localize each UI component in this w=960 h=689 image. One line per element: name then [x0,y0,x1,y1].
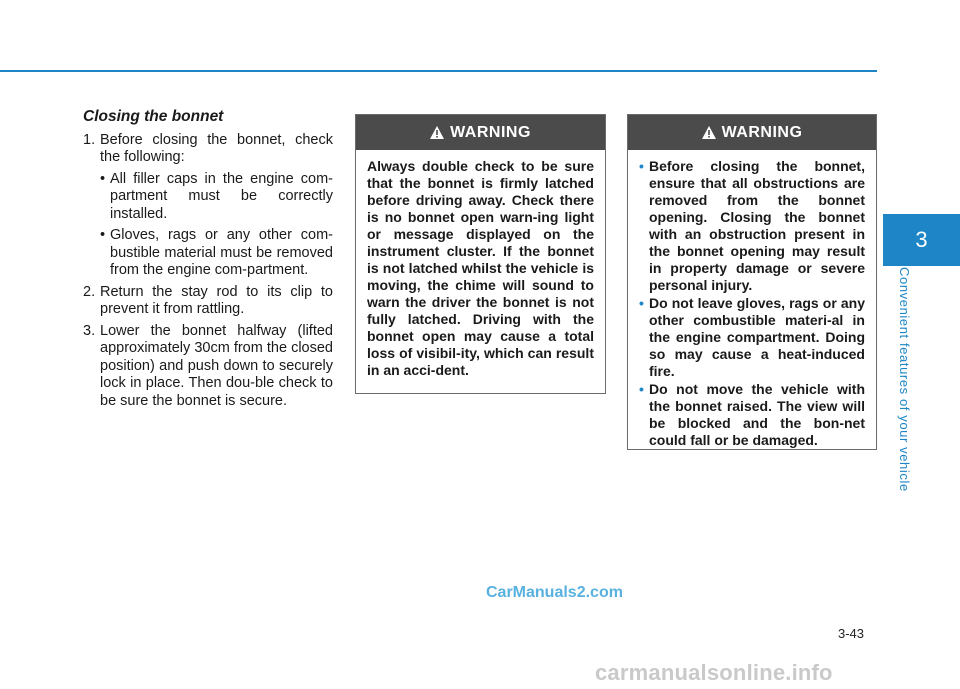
warning-header [628,115,876,150]
warning-label: WARNING [450,123,531,141]
section-heading: Closing the bonnet [83,108,224,125]
section-title: Convenient features of your vehicle [897,267,912,492]
check-text: All filler caps in the engine com-partment must be correctly installed. [110,170,333,222]
warning-list-item [639,381,865,449]
section-side-title [897,267,921,497]
warning-triangle-icon [702,126,716,139]
step-number: 2. [83,283,96,300]
step-item [83,323,333,411]
section-number: 3 [915,227,928,252]
closing-bonnet-section [83,108,333,414]
warning-triangle-icon [430,126,444,139]
warning-list-item [639,295,865,380]
warning-box-latch [355,114,606,394]
warning-item-text: Before closing the bonnet, ensure that all obstructions are removed from the bonnet opening. Closing the bonnet with an obstruction present in the bonnet opening may result in property damage or severe personal injury. [649,158,865,293]
step-number: 3. [83,322,96,339]
warning-label: WARNING [721,123,803,141]
step-number: 1. [83,131,96,148]
warning-list [639,158,865,449]
header-rule [0,70,877,72]
warning-header [356,115,605,150]
bullet-icon: • [639,158,644,174]
check-item [100,227,333,280]
bullet-icon: • [639,295,644,311]
warning-item-text: Do not move the vehicle with the bonnet raised. The view will be blocked and the bon-net could fall or be damaged. [649,381,865,448]
page-number: 3-43 [838,626,865,641]
bullet-icon: • [639,381,644,397]
warning-box-obstructions [627,114,877,450]
watermark-secondary[interactable]: carmanualsonline.info [595,660,833,685]
step-text: Lower the bonnet halfway (lifted approximately 30cm from the closed position) and push down to securely lock in place. Then dou-ble check to be sure the bonnet is secure. [100,322,333,409]
check-text: Gloves, rags or any other com-bustible material must be removed from the engine com-partment. [110,227,333,278]
check-item [100,171,333,224]
warning-body [628,150,876,460]
watermark-primary[interactable]: CarManuals2.com [486,584,623,601]
warning-item-text: Do not leave gloves, rags or any other combustible materi-al in the engine compartment. Doing so may cause a heat-induced fire. [649,295,865,379]
warning-text: Always double check to be sure that the bonnet is firmly latched before driving away. Check there is no bonnet open warn-ing light or message displayed on the instrument cluster. If the bonnet is not latched whilst the vehicle is moving, the chime will sound to warn the driver the bonnet is not fully latched. Driving with the bonnet open may cause a total loss of visibil-ity, which can result in an acci-dent. [367,158,594,378]
step-item [83,284,333,319]
check-list [100,171,333,280]
section-number-tab [883,214,960,266]
step-text: Before closing the bonnet, check the following: [100,131,333,165]
warning-list-item [639,158,865,294]
steps-list [83,132,333,411]
step-text: Return the stay rod to its clip to prevent it from rattling. [100,283,333,317]
step-item [83,132,333,280]
